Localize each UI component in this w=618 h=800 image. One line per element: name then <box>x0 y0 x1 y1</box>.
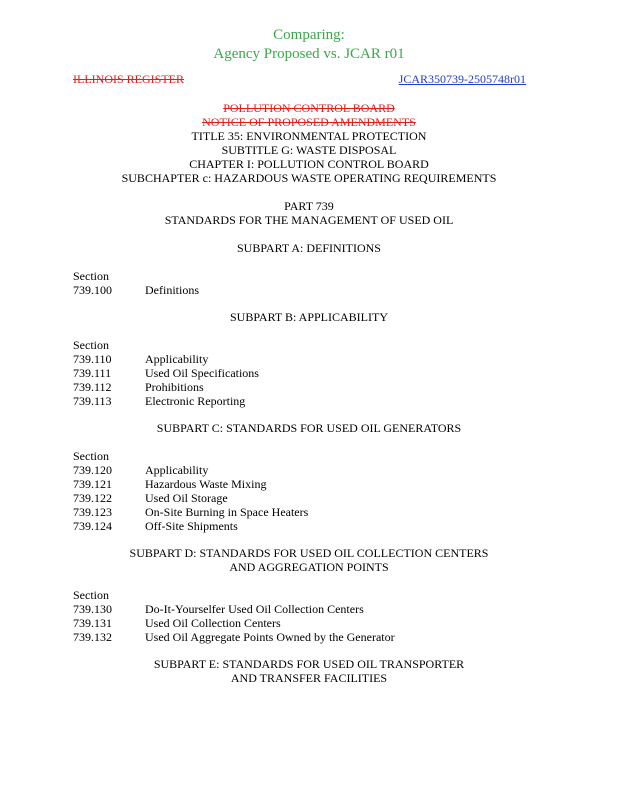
section-title: Used Oil Aggregate Points Owned by the Generator <box>145 630 395 644</box>
section-number: 739.113 <box>73 394 112 408</box>
section-number: 739.112 <box>73 380 112 394</box>
comparing-subtitle: Agency Proposed vs. JCAR r01 <box>213 46 405 62</box>
section-title: Used Oil Collection Centers <box>145 616 281 630</box>
section-title: On-Site Burning in Space Heaters <box>145 505 309 519</box>
part-number: PART 739 <box>284 199 334 213</box>
section-label: Section <box>73 269 109 283</box>
section-number: 739.132 <box>73 630 112 644</box>
toc-entry <box>73 505 308 519</box>
chapter-line: CHAPTER I: POLLUTION CONTROL BOARD <box>189 157 429 171</box>
board-name: POLLUTION CONTROL BOARD <box>223 101 395 115</box>
section-title: Used Oil Storage <box>145 491 228 505</box>
subpart-heading: SUBPART B: APPLICABILITY <box>230 310 388 324</box>
section-number: 739.100 <box>73 283 112 297</box>
section-title: Applicability <box>145 352 209 366</box>
section-number: 739.124 <box>73 519 112 533</box>
toc-entry <box>73 366 259 380</box>
section-number: 739.130 <box>73 602 112 616</box>
subpart-heading: SUBPART D: STANDARDS FOR USED OIL COLLECTION CENTERS <box>129 546 489 560</box>
section-number: 739.120 <box>73 463 112 477</box>
section-title: Used Oil Specifications <box>145 366 259 380</box>
toc-entry <box>73 630 395 644</box>
section-title: Off-Site Shipments <box>145 519 238 533</box>
toc-entry <box>73 380 204 394</box>
title-line: TITLE 35: ENVIRONMENTAL PROTECTION <box>191 129 427 143</box>
section-title: Hazardous Waste Mixing <box>145 477 267 491</box>
toc-entry <box>73 463 208 477</box>
section-number: 739.121 <box>73 477 112 491</box>
toc-entry <box>73 602 364 616</box>
section-label: Section <box>73 588 109 602</box>
toc-entry <box>73 616 281 630</box>
comparing-title: Comparing: <box>273 27 345 43</box>
subpart-heading-cont: AND AGGREGATION POINTS <box>229 560 389 574</box>
register-header: ILLINOIS REGISTER <box>73 72 184 86</box>
section-number: 739.131 <box>73 616 112 630</box>
notice-heading: NOTICE OF PROPOSED AMENDMENTS <box>202 115 416 129</box>
toc-entry <box>73 283 199 297</box>
subpart-heading: SUBPART E: STANDARDS FOR USED OIL TRANSPORTER <box>153 657 465 671</box>
section-number: 739.111 <box>73 366 112 380</box>
subpart-heading: SUBPART C: STANDARDS FOR USED OIL GENERATORS <box>156 421 462 435</box>
subchapter-line: SUBCHAPTER c: HAZARDOUS WASTE OPERATING REQUIREMENTS <box>121 171 497 185</box>
section-title: Prohibitions <box>145 380 204 394</box>
section-title: Do-It-Yourselfer Used Oil Collection Centers <box>145 602 364 616</box>
section-number: 739.122 <box>73 491 112 505</box>
toc-entry <box>73 519 238 533</box>
section-title: Definitions <box>145 283 199 297</box>
section-number: 739.110 <box>73 352 112 366</box>
section-title: Electronic Reporting <box>145 394 246 408</box>
subpart-heading: SUBPART A: DEFINITIONS <box>237 241 381 255</box>
toc-entry <box>73 394 245 408</box>
subtitle-line: SUBTITLE G: WASTE DISPOSAL <box>221 143 397 157</box>
toc-entry <box>73 352 208 366</box>
section-title: Applicability <box>145 463 209 477</box>
toc-entry <box>73 491 228 505</box>
section-number: 739.123 <box>73 505 112 519</box>
subpart-heading-cont: AND TRANSFER FACILITIES <box>230 671 388 685</box>
part-name: STANDARDS FOR THE MANAGEMENT OF USED OIL <box>164 213 454 227</box>
section-label: Section <box>73 338 109 352</box>
toc-entry <box>73 477 266 491</box>
section-label: Section <box>73 449 109 463</box>
jcar-header: JCAR350739-2505748r01 <box>398 72 526 86</box>
